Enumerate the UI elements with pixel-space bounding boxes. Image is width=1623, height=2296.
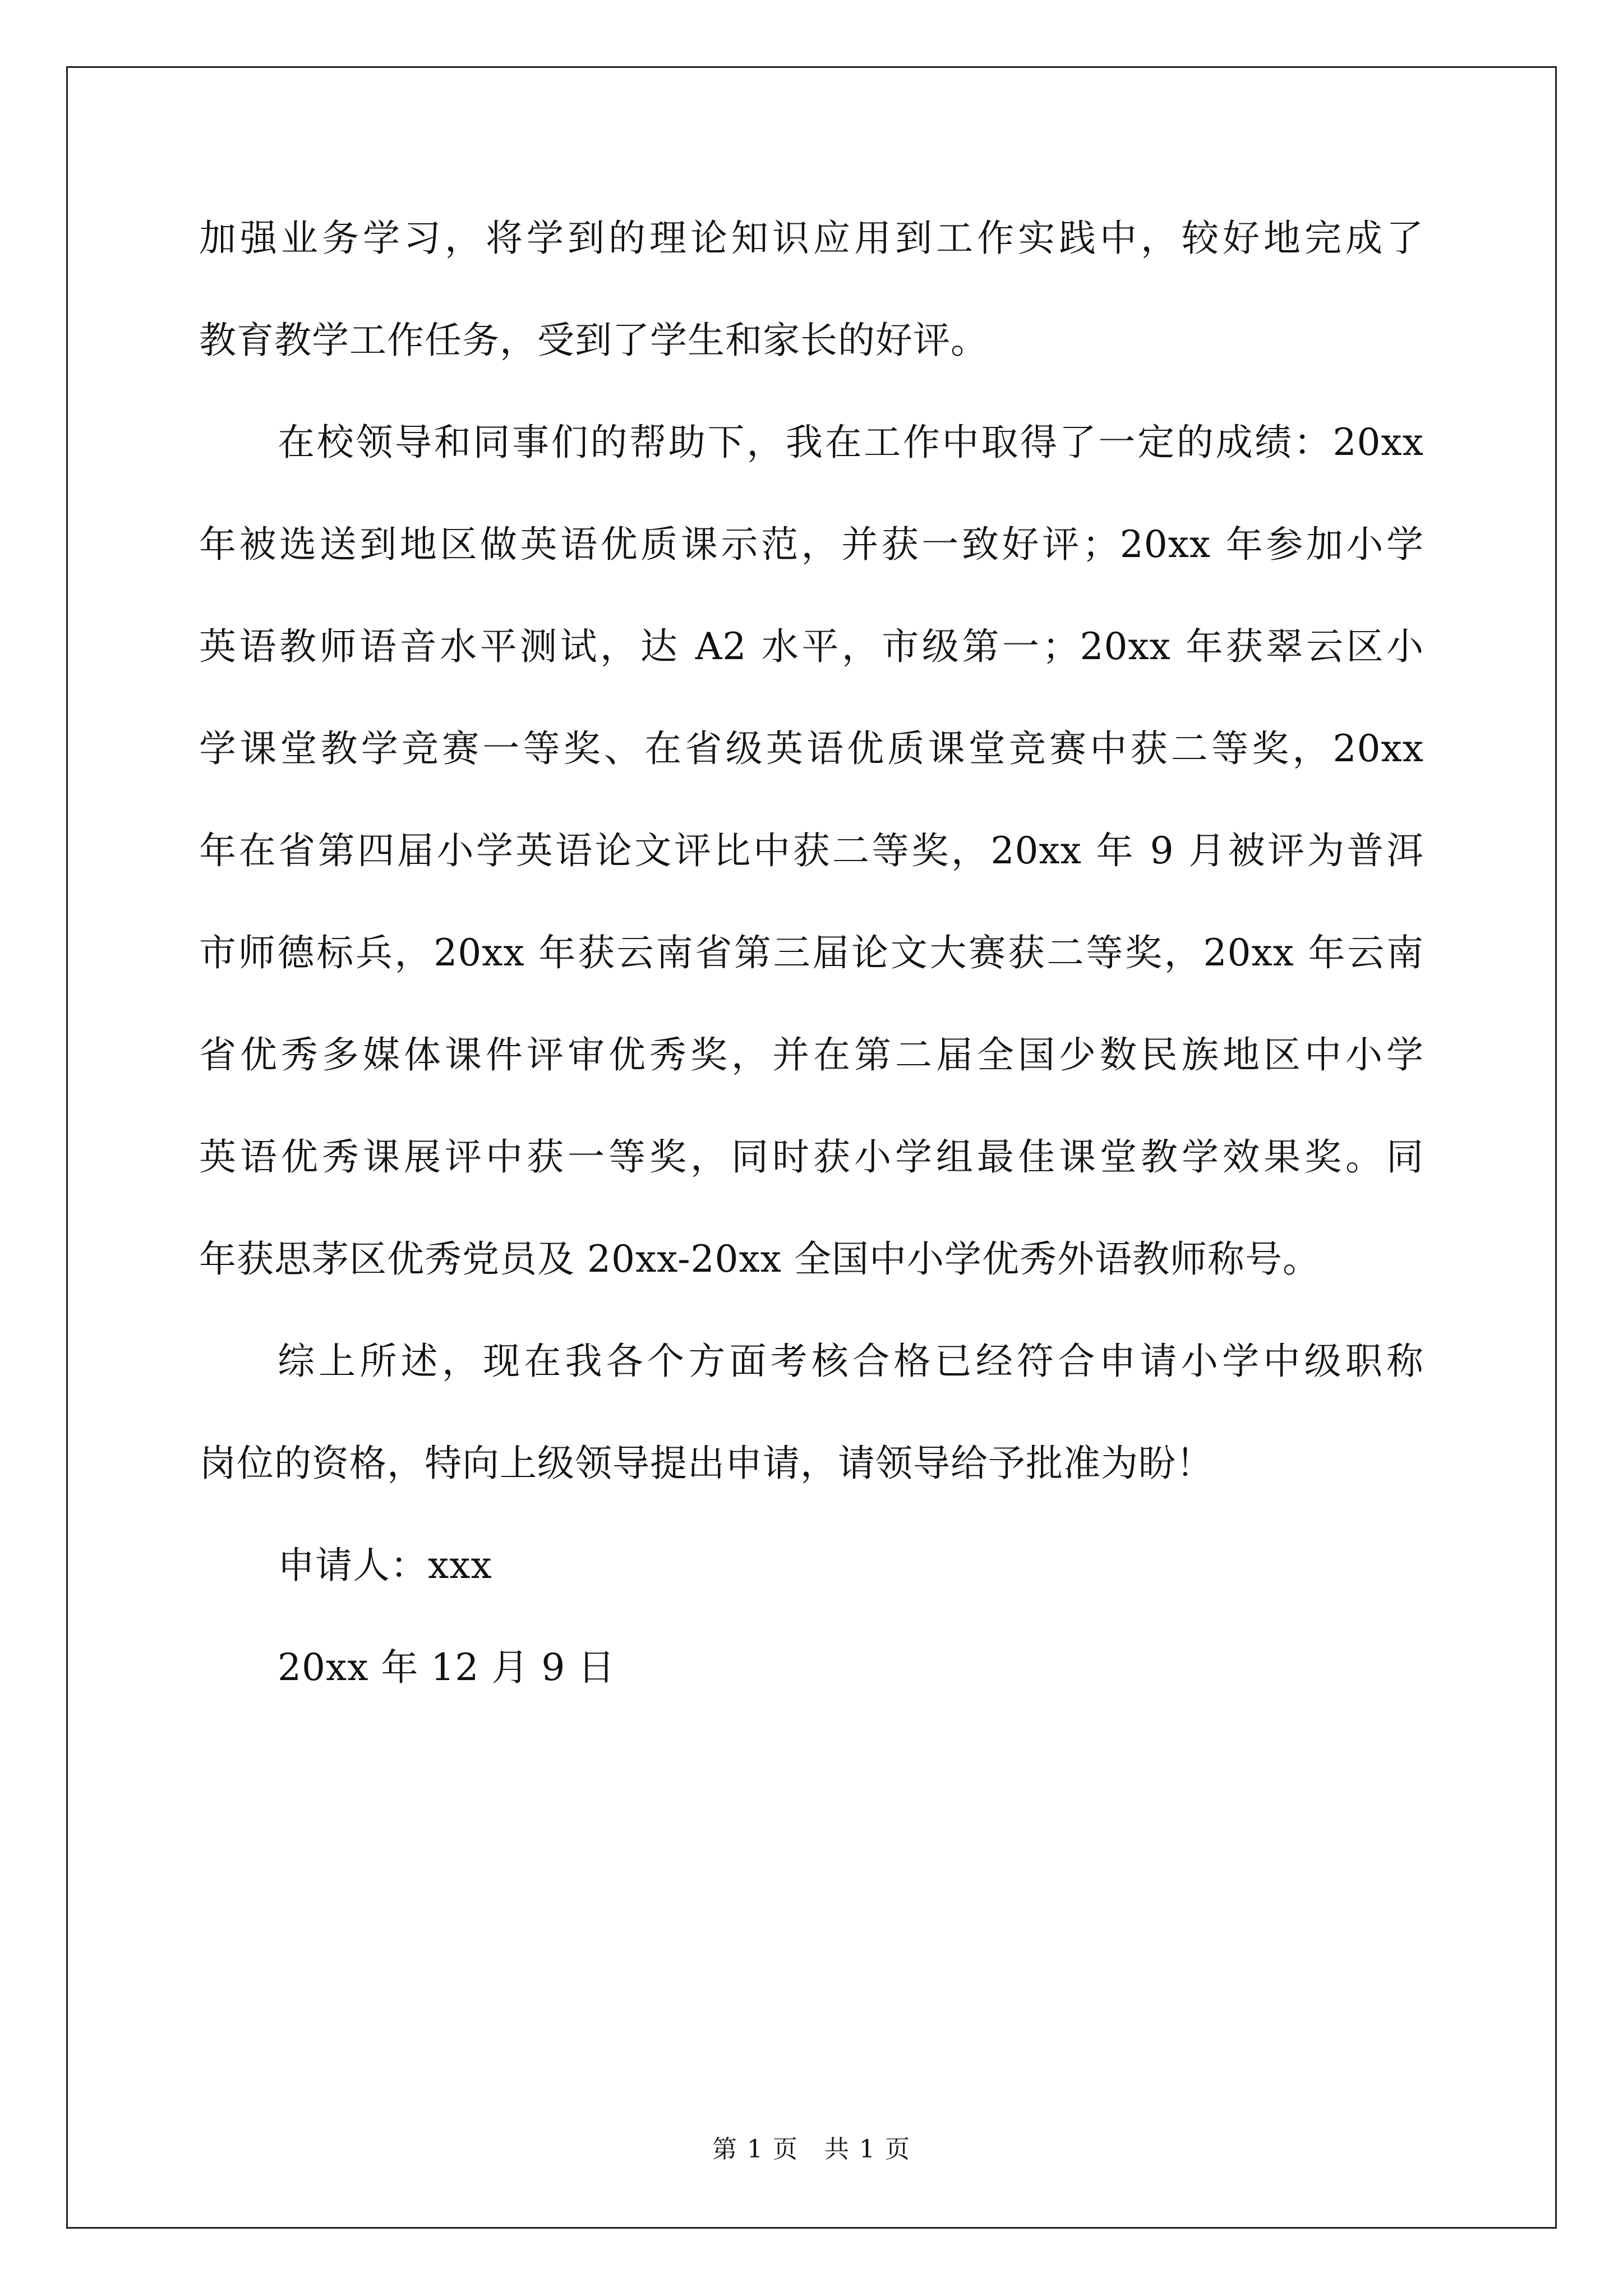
body-line: 在校领导和同事们的帮助下，我在工作中取得了一定的成绩：20xx — [278, 421, 1424, 464]
date-line: 20xx 年 12 月 9 日 — [278, 1646, 616, 1689]
applicant-line: 申请人：xxx — [278, 1544, 492, 1587]
body-line: 教育教学工作任务，受到了学生和家长的好评。 — [199, 319, 988, 362]
body-line: 英语教师语音水平测试，达 A2 水平，市级第一；20xx 年获翠云区小 — [199, 625, 1424, 668]
body-line: 加强业务学习，将学到的理论知识应用到工作实践中，较好地完成了 — [199, 217, 1424, 260]
body-line: 岗位的资格，特向上级领导提出申请，请领导给予批准为盼！ — [199, 1442, 1214, 1485]
body-line: 综上所述，现在我各个方面考核合格已经符合申请小学中级职称 — [278, 1340, 1424, 1383]
body-line: 市师德标兵，20xx 年获云南省第三届论文大赛获二等奖，20xx 年云南 — [199, 931, 1424, 974]
body-line: 年获思茅区优秀党员及 20xx-20xx 全国中小学优秀外语教师称号。 — [199, 1237, 1320, 1281]
body-line: 英语优秀课展评中获一等奖，同时获小学组最佳课堂教学效果奖。同 — [199, 1135, 1424, 1179]
body-line: 年被选送到地区做英语优质课示范，并获一致好评；20xx 年参加小学 — [199, 523, 1424, 566]
body-line: 省优秀多媒体课件评审优秀奖，并在第二届全国少数民族地区中小学 — [199, 1033, 1424, 1076]
document-body — [199, 217, 1424, 1751]
body-line: 学课堂教学竞赛一等奖、在省级英语优质课堂竞赛中获二等奖，20xx — [199, 727, 1424, 770]
body-line: 年在省第四届小学英语论文评比中获二等奖，20xx 年 9 月被评为普洱 — [199, 829, 1424, 872]
page-number-footer: 第 1 页 共 1 页 — [712, 2135, 911, 2164]
